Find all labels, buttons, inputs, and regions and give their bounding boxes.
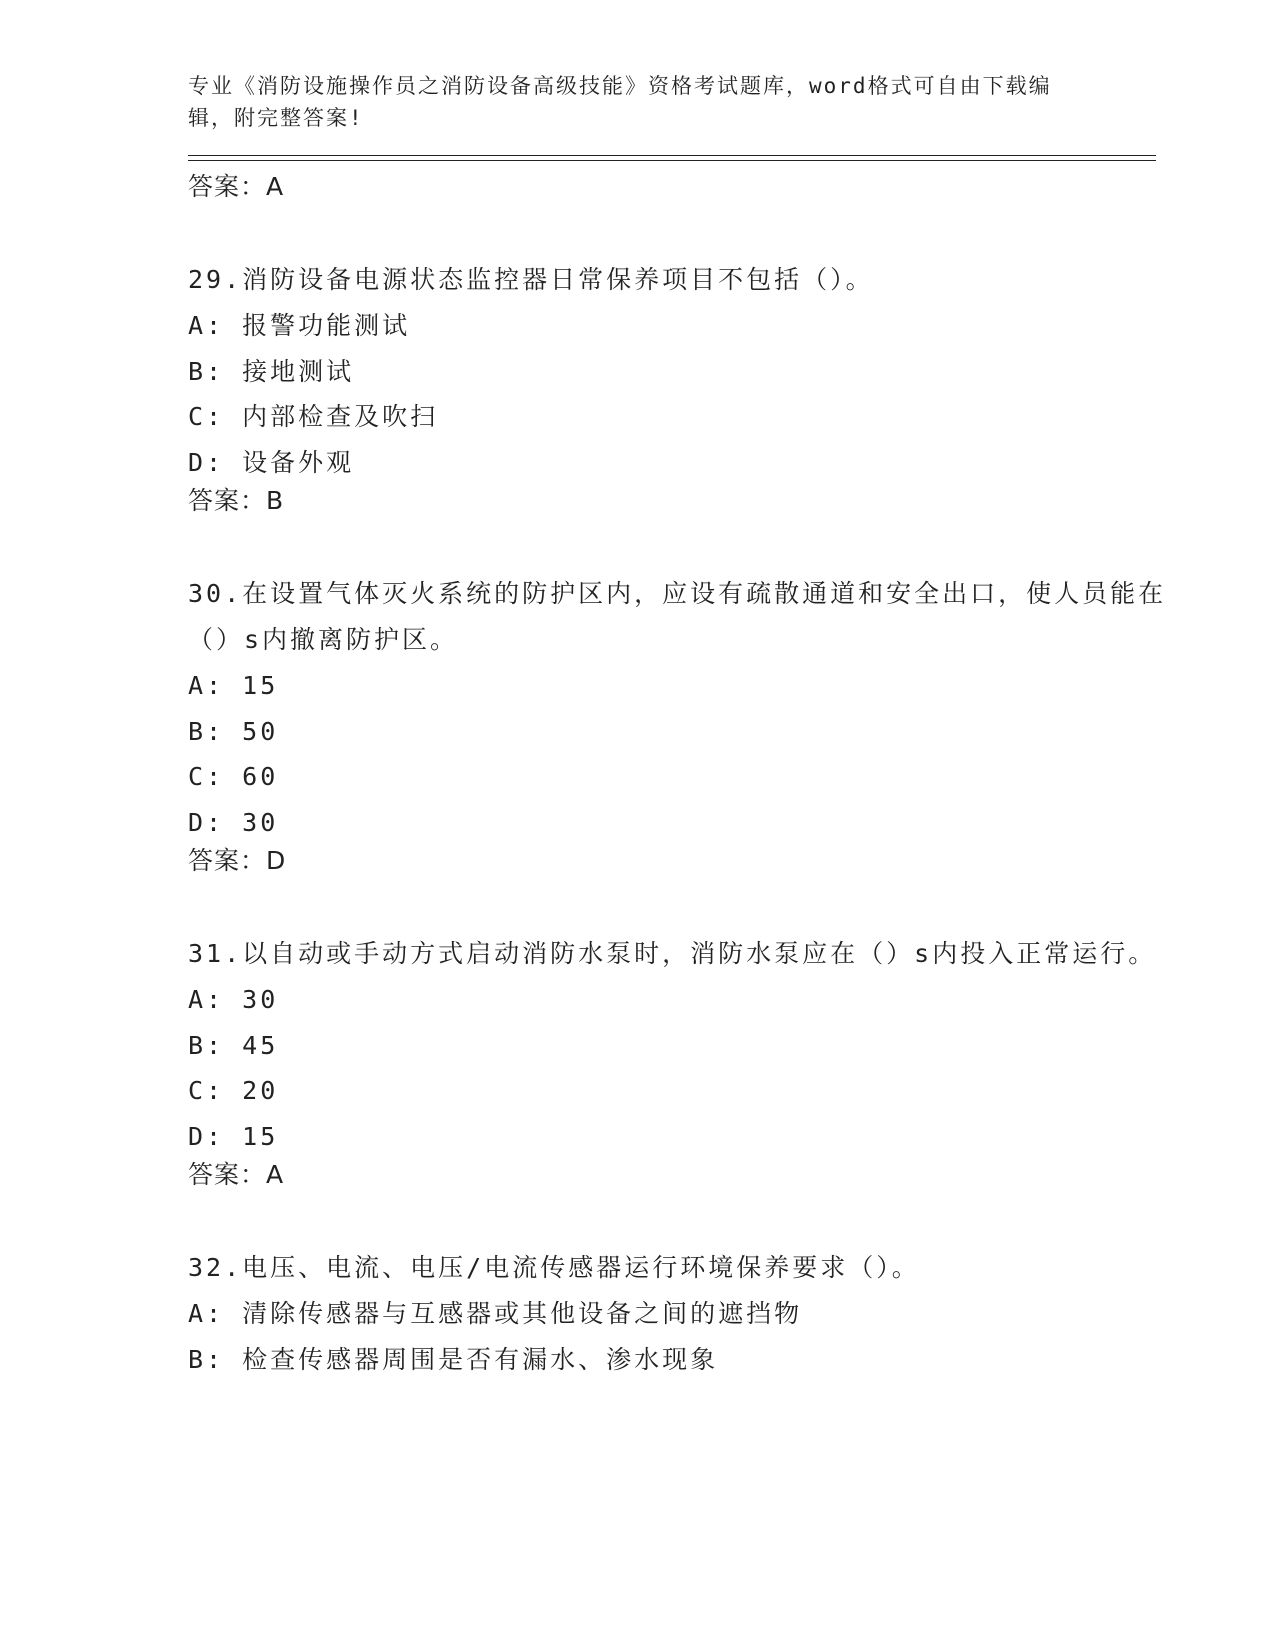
question-stem: 32.电压、电流、电压/电流传感器运行环境保养要求（）。: [188, 1253, 920, 1282]
option-b: B: 检查传感器周围是否有漏水、渗水现象: [188, 1344, 719, 1374]
option-d: D: 设备外观: [188, 447, 355, 477]
option-b: B: 50: [188, 716, 279, 746]
option-c: C: 内部检查及吹扫: [188, 402, 439, 431]
previous-answer: 答案：A: [188, 172, 285, 201]
option-a: A: 报警功能测试: [188, 311, 411, 340]
option-a: A: 30: [188, 985, 279, 1014]
question-stem: 31.以自动或手动方式启动消防水泵时，消防水泵应在（）s内投入正常运行。: [188, 939, 1157, 968]
option-b: B: 接地测试: [188, 356, 355, 386]
answer-line: 答案：B: [188, 486, 285, 515]
question-stem: 29.消防设备电源状态监控器日常保养项目不包括（）。: [188, 265, 874, 294]
option-d: D: 15: [188, 1121, 279, 1151]
question-29: [188, 257, 1168, 517]
question-stem: 30.在设置气体灭火系统的防护区内，应设有疏散通道和安全出口，使人员能在（）s内撤离防护区。: [188, 579, 1167, 654]
header-rule: [188, 155, 1156, 161]
answer-line: 答案：A: [188, 1160, 285, 1189]
option-d: D: 30: [188, 807, 279, 837]
option-c: C: 60: [188, 762, 279, 791]
answer-line: 答案：D: [188, 846, 287, 875]
option-b: B: 45: [188, 1030, 279, 1060]
question-31: [188, 931, 1168, 1191]
option-c: C: 20: [188, 1076, 279, 1105]
question-32: [188, 1245, 1168, 1382]
option-a: A: 15: [188, 671, 279, 700]
question-30: [188, 571, 1168, 877]
document-header: 专业《消防设施操作员之消防设备高级技能》资格考试题库，word格式可自由下载编辑，附完整答案!: [188, 74, 1052, 130]
option-a: A: 清除传感器与互感器或其他设备之间的遮挡物: [188, 1299, 803, 1328]
document-page: [188, 70, 1168, 1382]
